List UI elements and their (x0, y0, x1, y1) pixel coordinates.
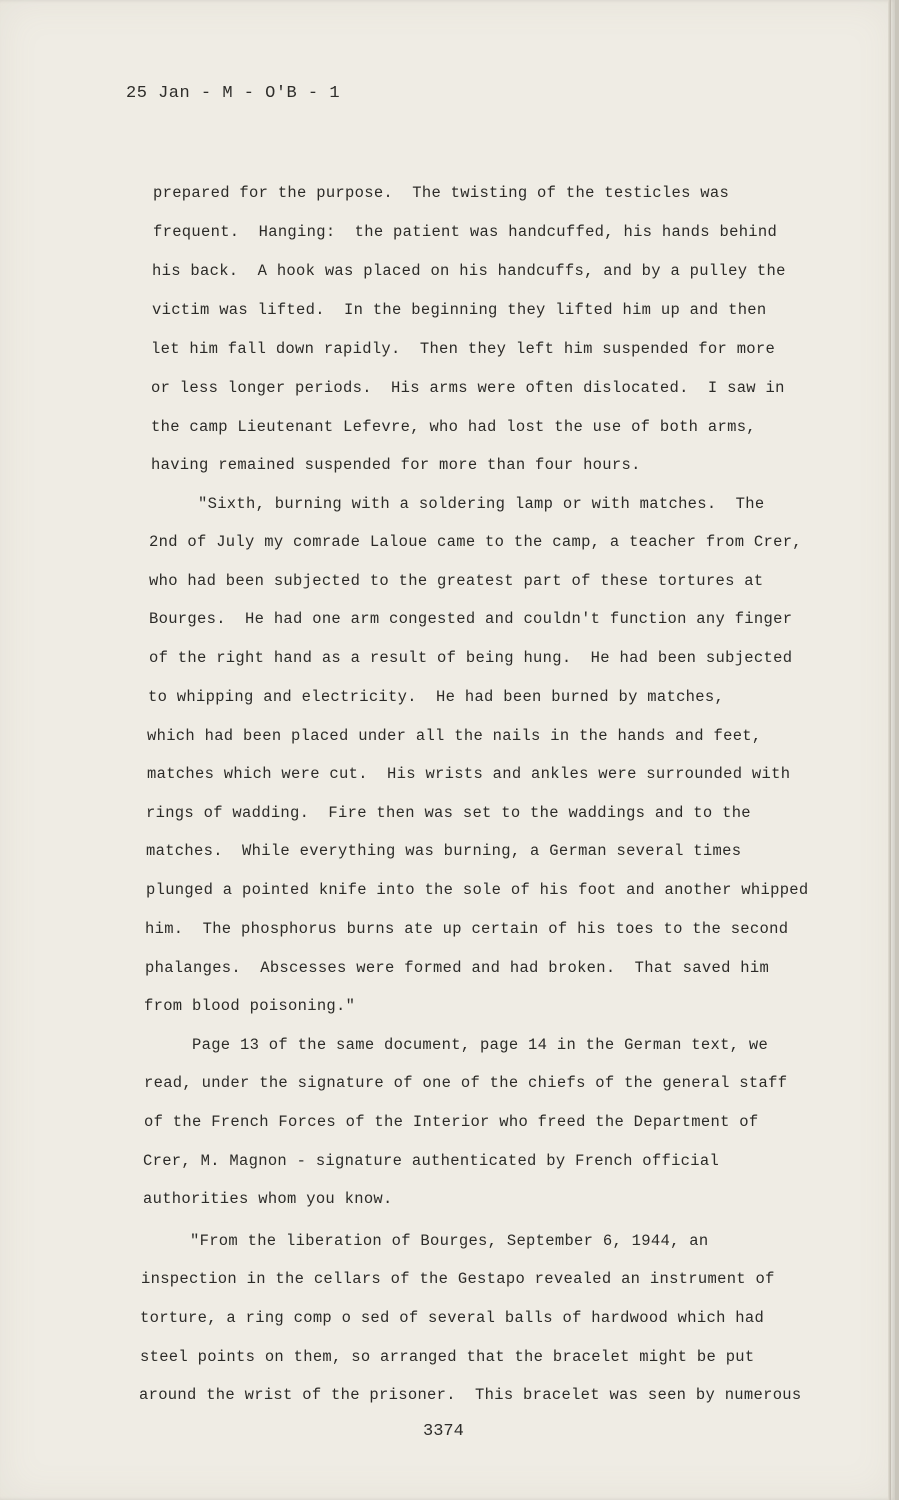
text-line: 2nd of July my comrade Laloue came to the camp, a teacher from Crer, (149, 533, 802, 551)
text-line: victim was lifted. In the beginning they lifted him up and then (152, 301, 767, 319)
text-line: matches. While everything was burning, a German several times (146, 842, 742, 860)
text-line: "From the liberation of Bourges, September 6, 1944, an (190, 1232, 709, 1250)
text-line: who had been subjected to the greatest part of these tortures at (149, 572, 764, 590)
text-line: phalanges. Abscesses were formed and had broken. That saved him (145, 959, 770, 977)
text-line: to whipping and electricity. He had been burned by matches, (148, 688, 725, 706)
text-line: torture, a ring comp o sed of several balls of hardwood which had (140, 1309, 765, 1327)
text-line: plunged a pointed knife into the sole of his foot and another whipped (146, 881, 809, 899)
document-header: 25 Jan - M - O'B - 1 (126, 84, 341, 103)
page-number: 3374 (423, 1422, 464, 1441)
text-line: having remained suspended for more than four hours. (151, 456, 641, 474)
text-line: him. The phosphorus burns ate up certain of his toes to the second (145, 920, 789, 938)
text-line: authorities whom you know. (143, 1190, 393, 1208)
text-line: of the right hand as a result of being hung. He had been subjected (149, 649, 793, 667)
text-line: or less longer periods. His arms were often dislocated. I saw in (151, 379, 785, 397)
text-line: around the wrist of the prisoner. This bracelet was seen by numerous (139, 1386, 802, 1404)
text-line: frequent. Hanging: the patient was handcuffed, his hands behind (153, 223, 778, 241)
text-line: steel points on them, so arranged that the bracelet might be put (140, 1348, 755, 1366)
page-edge (888, 0, 891, 1500)
text-line: let him fall down rapidly. Then they left him suspended for more (151, 340, 776, 358)
text-line: Bourges. He had one arm congested and couldn't function any finger (149, 610, 793, 628)
text-line: his back. A hook was placed on his handcuffs, and by a pulley the (152, 262, 786, 280)
text-line: prepared for the purpose. The twisting of the testicles was (153, 184, 730, 202)
text-line: Page 13 of the same document, page 14 in the German text, we (192, 1036, 769, 1054)
text-line: matches which were cut. His wrists and ankles were surrounded with (147, 765, 791, 783)
text-line: read, under the signature of one of the chiefs of the general staff (144, 1074, 788, 1092)
text-line: rings of wadding. Fire then was set to the waddings and to the (146, 804, 751, 822)
text-line: "Sixth, burning with a soldering lamp or with matches. The (198, 495, 765, 513)
text-line: inspection in the cellars of the Gestapo revealed an instrument of (141, 1270, 775, 1288)
text-line: of the French Forces of the Interior who freed the Department of (144, 1113, 759, 1131)
text-line: the camp Lieutenant Lefevre, who had lost the use of both arms, (151, 418, 756, 436)
text-line: Crer, M. Magnon - signature authenticated by French official (143, 1152, 720, 1170)
text-line: which had been placed under all the nails in the hands and feet, (147, 727, 762, 745)
text-line: from blood poisoning." (144, 997, 356, 1015)
